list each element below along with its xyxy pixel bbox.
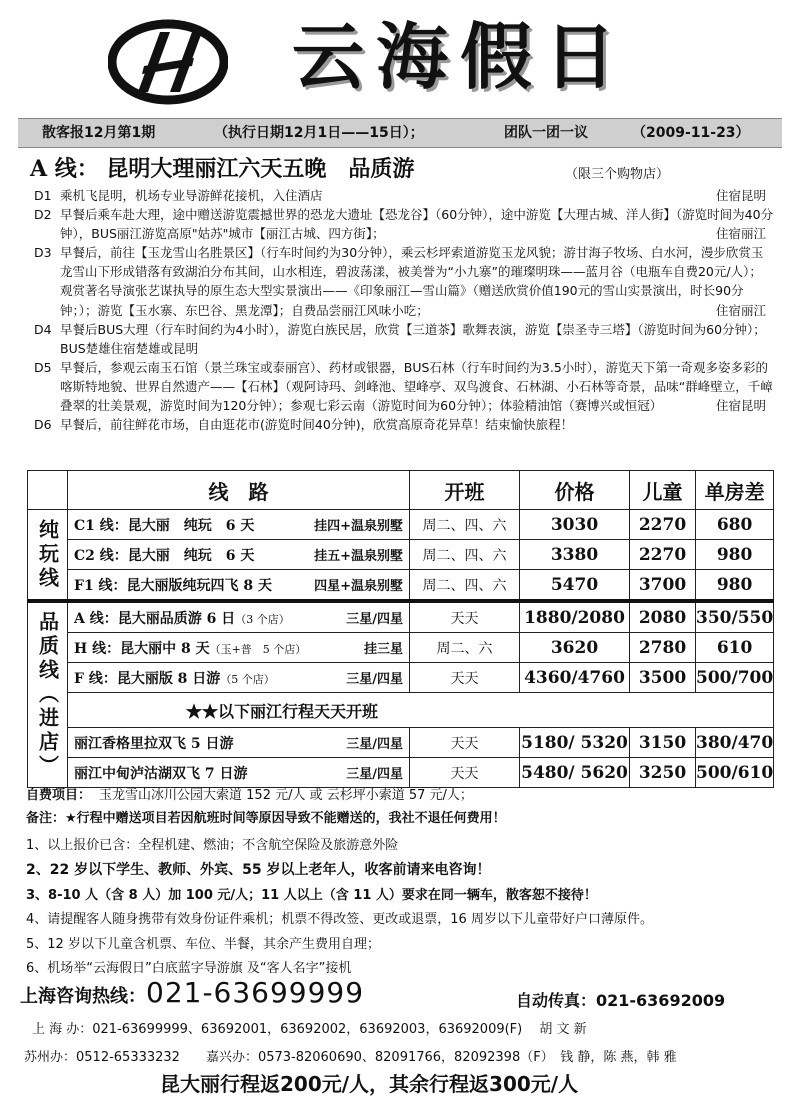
single-cell: 980 (696, 570, 774, 602)
day-text: 早餐后BUS大理（行车时间约为4小时），游览白族民居，欣赏【三道茶】歌舞表演，游览【崇圣寺三塔】（游览时间为60分钟）；BUS楚雄住宿楚雄或昆明 (60, 321, 766, 356)
header-route: 线 路 (68, 471, 410, 510)
table-row (28, 758, 774, 788)
day-stay: 住宿丽江 (715, 302, 766, 318)
table-row (28, 570, 774, 602)
day-label: D5 (34, 359, 52, 375)
day-text: 早餐后乘车赴大理，途中赠送游览震撼世界的恐龙大遗址【恐龙谷】（60分钟），途中游览【大理古城、洋人街】（游览时间为40分钟），BUS丽江游览高原"姑苏"城市【丽江古城、四方街】； (60, 207, 774, 242)
itinerary-day (34, 186, 774, 205)
child-cell: 3150 (630, 728, 696, 758)
price-cell: 5480/ 5620 (520, 758, 630, 788)
header-child: 儿童 (630, 471, 696, 510)
child-cell: 2080 (630, 601, 696, 633)
header-price: 价格 (520, 471, 630, 510)
itinerary-day (34, 205, 774, 243)
itinerary-day (34, 415, 774, 434)
day-text: 早餐后，前往鲜花市场，自由逛花市(游览时间40分钟)，欣赏高原奇花异草！结束愉快旅程！ (60, 417, 574, 433)
note-item: 3、8-10 人（含 8 人）加 100 元/人；11 人以上（含 11 人）要求在同一辆车，散客恕不接待！ (26, 888, 597, 903)
day-label: D4 (34, 321, 52, 337)
child-cell: 2780 (630, 633, 696, 663)
single-cell: 500/610 (696, 758, 774, 788)
exec-date: （执行日期12月1日——15日）； (214, 125, 424, 141)
child-cell: 2270 (630, 510, 696, 540)
table-row (28, 663, 774, 693)
header-corner (28, 471, 68, 510)
issue-info-bar (18, 118, 782, 148)
price-cell: 5180/ 5320 (520, 728, 630, 758)
price-cell: 1880/2080 (520, 601, 630, 633)
schedule-cell: 周二、四、六 (410, 540, 520, 570)
suzhou-jiaxing-office: 苏州办：0512-65333232 嘉兴办：0573-82060690、82091766，82092398（F） 钱 静，陈 燕，韩 雅 (24, 1050, 677, 1065)
child-cell: 3250 (630, 758, 696, 788)
header (0, 0, 800, 118)
single-cell: 610 (696, 633, 774, 663)
issue-label: 散客报12月第1期 (42, 125, 156, 141)
day-stay: 住宿昆明 (715, 188, 766, 203)
rebate-note: 昆大丽行程返200元/人，其余行程返300元/人 (160, 1072, 579, 1096)
day-text: 早餐后，参观云南玉石馆（景兰珠宝或泰丽宫）、药材或银器，BUS石林（行车时间约为3.5小时），游览天下第一奇观多姿多彩的喀斯特地貌、世界自然遗产——【石林】（观阿诗玛、剑峰池、望峰亭、双鸟渡食、石林湖、小石林等奇景，品味“群峰壁立，千嶂叠翠的壮美景观，游览时间为120分钟）；参观七彩云南（游览时间为60分钟）；体验精油馆（赛博兴或恒冠） (60, 359, 773, 414)
table-row (28, 633, 774, 663)
day-text: 早餐后，前往【玉龙雪山名胜景区】（行车时间约为30分钟），乘云杉坪索道游览玉龙风貌；游甘海子牧场、白水河，漫步欣赏玉龙雪山下形成错落有致湖泊分布其间，山水相连，碧波荡漾，被美誉为“小九寨”的璀璨明珠——蓝月谷（电瓶车自费20元/人）；观赏著名导演张艺谋执导的原生态大型实景演出——《印象丽江—雪山篇》（赠送欣赏价值190元的雪山实景演出，时长90分钟；）；游览【玉水寨、东巴谷、黑龙潭】；自费品尝丽江风味小吃； (60, 245, 764, 318)
remark-line: 备注：★行程中赠送项目若因航班时间等原因导致不能赠送的，我社不退任何费用！ (26, 811, 506, 826)
selfpay-line: 自费项目： 玉龙雪山冰川公园大索道 152 元/人 或 云杉坪小索道 57 元/人； (26, 788, 473, 803)
price-cell: 5470 (520, 570, 630, 602)
issue-date: （2009-11-23） (632, 125, 750, 141)
route-cell: F 线：昆大丽版 8 日游（5 个店） 三星/四星 (68, 663, 410, 693)
schedule-cell: 天天 (410, 663, 520, 693)
route-cell: A 线：昆大丽品质游 6 日（3 个店） 三星/四星 (68, 601, 410, 633)
price-cell: 4360/4760 (520, 663, 630, 693)
table-banner-row (28, 693, 774, 728)
brand-logo-icon (108, 18, 228, 106)
price-table (27, 470, 774, 788)
hotline: 上海咨询热线：021-63699999 (20, 976, 365, 1009)
table-row (28, 540, 774, 570)
table-row (28, 728, 774, 758)
schedule-cell: 周二、四、六 (410, 570, 520, 602)
group-label-quality: 品质线（进店） (28, 601, 68, 788)
itinerary-day (34, 320, 774, 358)
note-item: 1、以上报价已含：全程机建、燃油；不含航空保险及旅游意外险 (26, 838, 399, 853)
schedule-cell: 天天 (410, 728, 520, 758)
day-label: D1 (34, 188, 52, 203)
day-text: 乘机飞昆明，机场专业导游鲜花接机，入住酒店 (60, 188, 323, 203)
price-cell: 3380 (520, 540, 630, 570)
route-title: A 线： 昆明大理丽江六天五晚 品质游 (30, 156, 415, 182)
route-cell: F1 线：昆大丽版纯玩四飞 8 天 四星+温泉别墅 (68, 570, 410, 602)
single-cell: 500/700 (696, 663, 774, 693)
group-label-pure: 纯玩线 (28, 510, 68, 602)
brand-name: 云海假日 (292, 15, 629, 99)
day-stay: 住宿丽江 (715, 226, 766, 242)
day-label: D6 (34, 417, 52, 433)
single-cell: 980 (696, 540, 774, 570)
note-item: 2、22 岁以下学生、教师、外宾、55 岁以上老年人，收客前请来电咨询！ (26, 862, 491, 878)
single-cell: 680 (696, 510, 774, 540)
route-cell: H 线：昆大丽中 8 天（玉+普 5 个店） 挂三星 (68, 633, 410, 663)
table-row (28, 601, 774, 633)
day-label: D2 (34, 207, 52, 223)
note-item: 4、请提醒客人随身携带有效身份证件乘机；机票不得改签、更改或退票，16 周岁以下儿童带好户口薄原件。 (26, 912, 653, 927)
lijiang-banner: ★★以下丽江行程天天开班 (68, 693, 774, 728)
itinerary-day (34, 243, 774, 319)
day-label: D3 (34, 245, 52, 261)
fax-number: 自动传真：021-63692009 (516, 991, 726, 1010)
header-schedule: 开班 (410, 471, 520, 510)
itinerary-day (34, 358, 774, 415)
single-cell: 380/470 (696, 728, 774, 758)
team-note: 团队一团一议 (504, 125, 588, 141)
shanghai-office: 上 海 办：021-63699999、63692001，63692002，63692003，63692009(F) 胡 文 新 (32, 1022, 587, 1037)
route-cell: C2 线：昆大丽 纯玩 6 天 挂五+温泉别墅 (68, 540, 410, 570)
hotline-number: 021-63699999 (146, 976, 365, 1009)
header-single: 单房差 (696, 471, 774, 510)
note-item: 6、机场举“云海假日”白底蓝字导游旗 及“客人名字”接机 (26, 961, 352, 976)
note-item: 5、12 岁以下儿童含机票、车位、半餐，其余产生费用自理； (26, 937, 380, 952)
single-cell: 350/550 (696, 601, 774, 633)
price-cell: 3030 (520, 510, 630, 540)
route-cell: C1 线：昆大丽 纯玩 6 天 挂四+温泉别墅 (68, 510, 410, 540)
itinerary (34, 186, 774, 434)
route-cell: 丽江香格里拉双飞 5 日游 三星/四星 (68, 728, 410, 758)
child-cell: 3700 (630, 570, 696, 602)
child-cell: 3500 (630, 663, 696, 693)
price-cell: 3620 (520, 633, 630, 663)
route-subtitle: （限三个购物店） (565, 167, 670, 182)
schedule-cell: 天天 (410, 758, 520, 788)
day-stay: 住宿昆明 (715, 398, 766, 414)
table-row (28, 510, 774, 540)
schedule-cell: 周二、四、六 (410, 510, 520, 540)
child-cell: 2270 (630, 540, 696, 570)
schedule-cell: 天天 (410, 601, 520, 633)
table-header-row (28, 471, 774, 510)
schedule-cell: 周二、六 (410, 633, 520, 663)
route-cell: 丽江中甸泸沽湖双飞 7 日游 三星/四星 (68, 758, 410, 788)
